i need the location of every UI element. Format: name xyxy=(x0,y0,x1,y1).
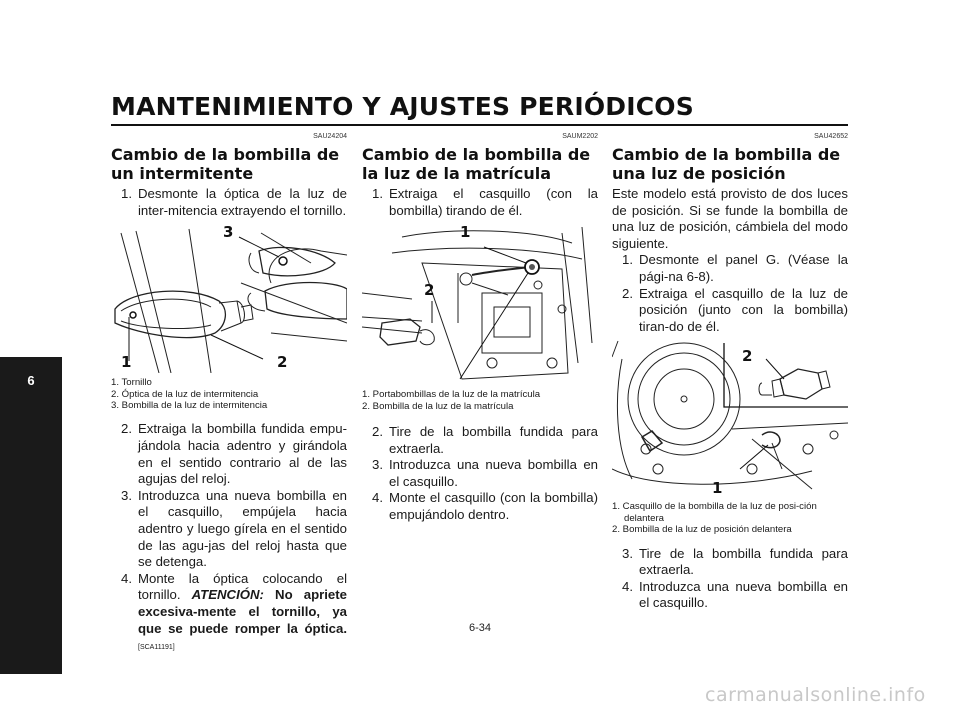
caption-item: 1. Portabombillas de la luz de la matrícula xyxy=(362,389,541,401)
caption-item: 3. Bombilla de la luz de intermitencia xyxy=(111,400,268,411)
section-code: SAUM2202 xyxy=(562,133,598,140)
steps-list xyxy=(612,546,848,612)
step-item: 2. Tire de la bombilla fundida para extraerla. xyxy=(372,424,598,456)
turn-signal-illustration xyxy=(111,223,347,373)
step-item: 4. Monte la óptica colocando el tornillo. ATENCIÓN: No apriete excesiva-mente el tornillo, ya que se puede romper la óptica. [SCA11191] xyxy=(121,570,347,652)
page-number: 6-34 xyxy=(468,622,492,634)
steps-list xyxy=(612,252,848,335)
caption-item: 1. Tornillo xyxy=(111,377,152,389)
section-title: Cambio de la bombilla de la luz de la matrícula xyxy=(362,145,591,183)
step-item: 3. Introduzca una nueva bombilla en el casquillo. xyxy=(372,457,598,489)
warning-ref: [SCA11191] xyxy=(138,644,175,652)
section-license-plate-light xyxy=(362,133,598,524)
caption-item: 2. Bombilla de la luz de posición delantera xyxy=(612,524,792,536)
callout-label: 2 xyxy=(742,347,753,366)
figure-turn-signal xyxy=(111,223,347,373)
step-item: 1. Extraiga el casquillo (con la bombilla) tirando de él. xyxy=(372,186,598,218)
section-code: SAU42652 xyxy=(814,133,848,140)
header-rule xyxy=(111,124,848,126)
figure-captions xyxy=(111,377,347,411)
step-item: 1. Desmonte la óptica de la luz de inter-mitencia extrayendo el tornillo. xyxy=(121,186,347,218)
caption-item: 1. Casquillo de la bombilla de la luz de posi-ción delantera xyxy=(612,501,817,524)
caption-item: 2. Óptica de la luz de intermitencia xyxy=(111,388,259,400)
step-item: 3. Tire de la bombilla fundida para extraerla. xyxy=(622,545,848,578)
callout-label: 1 xyxy=(712,479,723,498)
step-item: 2. Extraiga el casquillo de la luz de posición (junto con la bombilla) tiran-do de él. xyxy=(622,285,848,334)
figure-captions xyxy=(362,389,598,412)
figure-position-light xyxy=(612,339,848,497)
warning-label: ATENCIÓN: xyxy=(191,587,264,603)
steps-list xyxy=(111,186,347,219)
callout-label: 1 xyxy=(460,223,471,242)
section-code: SAU24204 xyxy=(313,133,347,140)
section-position-light xyxy=(612,133,848,612)
step-item: 4. Introduzca una nueva bombilla en el casquillo. xyxy=(622,578,848,611)
step-item: 4. Monte el casquillo (con la bombilla) empujándolo dentro. xyxy=(372,490,598,522)
step-item: 3. Introduzca una nueva bombilla en el casquillo, empújela hacia adentro y luego gírela en el sentido de las agu-jas del reloj hasta que se detenga. xyxy=(121,487,347,570)
chapter-number: 6 xyxy=(27,373,35,388)
caption-item: 2. Bombilla de la luz de la matrícula xyxy=(362,400,514,412)
section-title: Cambio de la bombilla de una luz de posición xyxy=(612,145,841,183)
callout-label: 3 xyxy=(223,223,234,242)
callout-label: 2 xyxy=(424,281,435,300)
license-plate-illustration xyxy=(362,223,598,385)
step-item: 2. Extraiga la bombilla fundida empu-jándola hacia adentro y girándola en el sentido contrario al de las agujas del reloj. xyxy=(121,421,347,487)
section-turn-signal xyxy=(111,133,347,657)
steps-list xyxy=(362,186,598,219)
figure-license-plate-light xyxy=(362,223,598,385)
intro-paragraph: Este modelo está provisto de dos luces de posición. Si se funde la bombilla de una luz de posición, cámbiela del modo siguiente. xyxy=(612,186,848,251)
steps-list xyxy=(362,424,598,524)
page-title: MANTENIMIENTO Y AJUSTES PERIÓDICOS xyxy=(111,92,694,121)
position-light-illustration xyxy=(612,339,848,497)
warning-text: No apriete excesiva-mente el tornillo, ya que se puede romper la óptica. xyxy=(138,587,347,636)
figure-captions xyxy=(612,501,848,535)
watermark: carmanualsonline.info xyxy=(705,684,926,706)
callout-label: 1 xyxy=(121,353,132,372)
callout-label: 2 xyxy=(277,353,288,372)
step-item: 1. Desmonte el panel G. (Véase la pági-na 6-8). xyxy=(622,252,848,284)
section-title: Cambio de la bombilla de un intermitente xyxy=(111,145,340,183)
